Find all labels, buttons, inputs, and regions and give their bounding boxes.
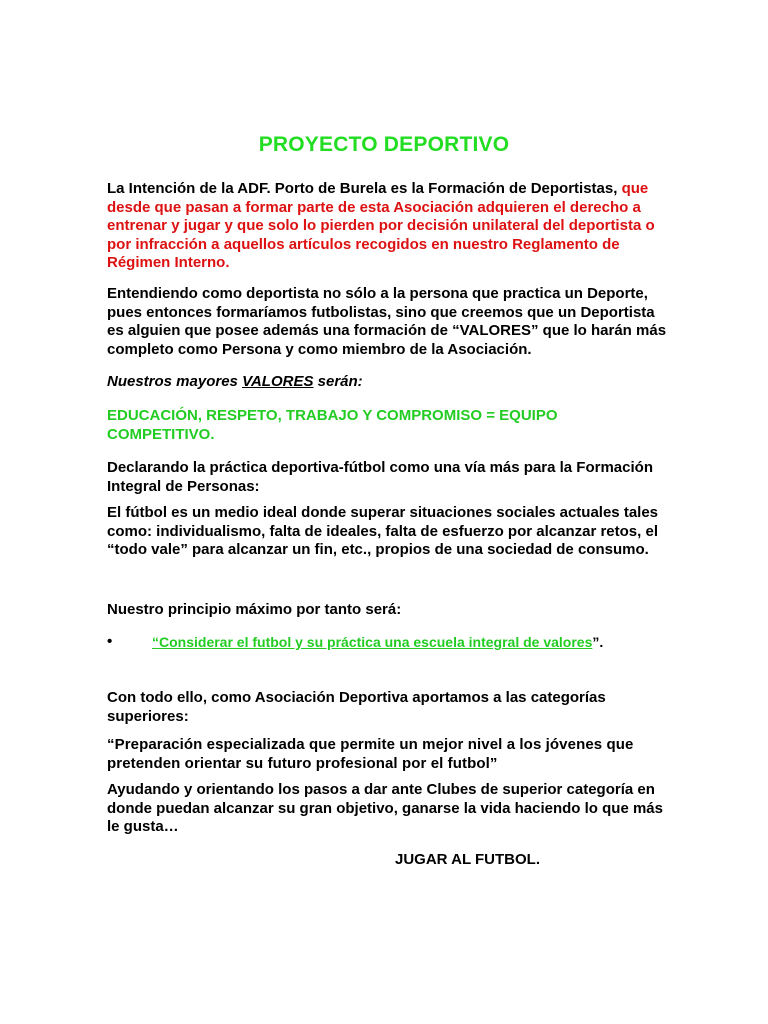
declaration-paragraph: Declarando la práctica deportiva-fútbol como una vía más para la Formación Integral de Personas: (107, 459, 653, 495)
principle-intro: Nuestro principio máximo por tanto será: (107, 601, 402, 618)
closing-line: JUGAR AL FUTBOL. (395, 851, 540, 868)
document-title: PROYECTO DEPORTIVO (258, 133, 510, 156)
intro-text-black: La Intención de la ADF. Porto de Burela es la Formación de Deportistas, (107, 180, 622, 197)
valores-list: EDUCACIÓN, RESPETO, TRABAJO Y COMPROMISO = EQUIPO COMPETITIVO. (107, 407, 558, 443)
preparation-quote: “Preparación especializada que permite un mejor nivel a los jóvenes que pretenden orientar su futuro profesional por el futbol” (107, 736, 634, 772)
intro-paragraph (107, 180, 667, 273)
deportista-paragraph: Entendiendo como deportista no sólo a la persona que practica un Deporte, pues entonces formaríamos futbolistas, sino que creemos que un Deportista es alguien que posee además una formación de “VALORES” que lo harán más completo como Persona y como miembro de la Asociación. (107, 285, 667, 358)
valores-heading-start: Nuestros mayores (107, 373, 243, 390)
contribution-paragraph: Con todo ello, como Asociación Deportiva aportamos a las categorías superiores: (107, 689, 606, 725)
valores-heading-end: serán: (313, 373, 363, 390)
principle-bullet (152, 633, 603, 651)
valores-heading-underlined: VALORES (242, 373, 314, 390)
intro-text-red: que desde que pasan a formar parte de esta Asociación adquieren el derecho a entrenar y jugar y que solo lo pierden por decisión unilateral del deportista o por infracción a aquellos artículos recogidos en nuestro Reglamento de Régimen Interno. (107, 180, 655, 272)
valores-heading (107, 373, 667, 392)
bullet-icon: • (107, 633, 113, 650)
principle-bullet-green: “Considerar el futbol y su práctica una escuela integral de valores (152, 634, 593, 650)
principle-bullet-end: ”. (592, 634, 604, 650)
futbol-paragraph: El fútbol es un medio ideal donde superar situaciones sociales actuales tales como: individualismo, falta de ideales, falta de esfuerzo por alcanzar retos, el “todo vale” para alcanzar un fin, etc., propios de una sociedad de consumo. (107, 504, 659, 559)
guidance-paragraph: Ayudando y orientando los pasos a dar ante Clubes de superior categoría en donde puedan alcanzar su gran objetivo, ganarse la vida haciendo lo que más le gusta… (107, 781, 663, 836)
